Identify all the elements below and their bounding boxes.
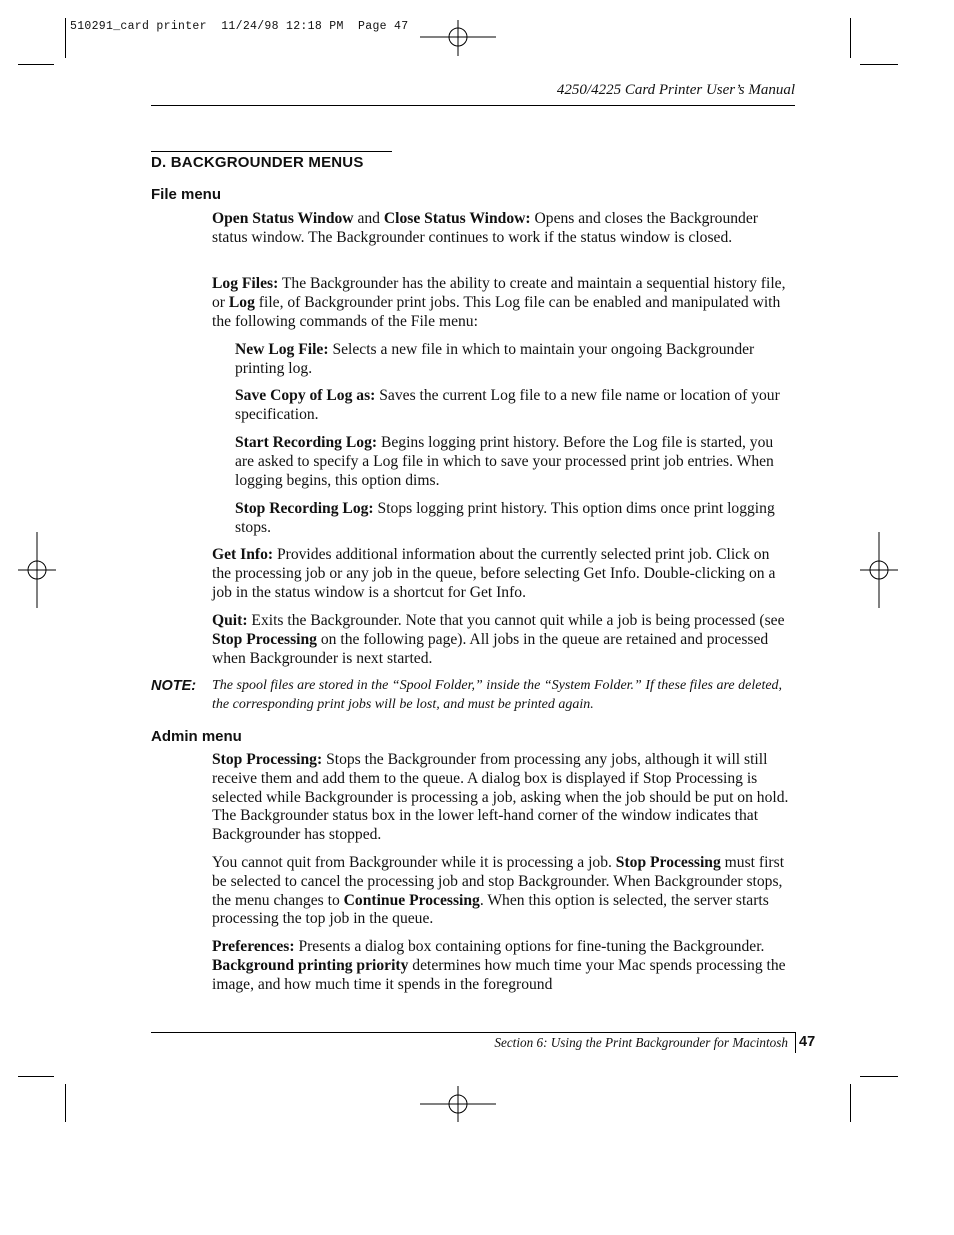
header-rule bbox=[151, 105, 795, 106]
footer-section-text: Section 6: Using the Print Backgrounder for Macintosh bbox=[494, 1035, 788, 1050]
paragraph-save-copy-of-log: Save Copy of Log as: Saves the current Log file to a new file name or location of your specification. bbox=[235, 387, 780, 423]
page-number: 47 bbox=[799, 1034, 816, 1050]
section-title: D. BACKGROUNDER MENUS bbox=[151, 154, 364, 171]
paragraph-get-info: Get Info: Provides additional information about the currently selected print job. Click on the processing job or any job in the queue, before selecting Get Info. Double-clicking on a job in the status window is a shortcut for Get Info. bbox=[212, 546, 776, 601]
paragraph-start-recording-log: Start Recording Log: Begins logging print history. Before the Log file is started, you are asked to specify a Log file in which to save your processed print job entries. When logging begins, this option dims. bbox=[235, 434, 774, 489]
paragraph-quit: Quit: Exits the Backgrounder. Note that you cannot quit while a job is being processed (see Stop Processing on the following page). All jobs in the queue are retained and processed when Backgrounder is next started. bbox=[212, 612, 785, 667]
paragraph-new-log-file: New Log File: Selects a new file in which to maintain your ongoing Backgrounder printing log. bbox=[235, 341, 755, 377]
paragraph-stop-recording-log: Stop Recording Log: Stops logging print history. This option dims once print logging stops. bbox=[235, 500, 775, 536]
note-label: NOTE: bbox=[151, 678, 197, 694]
file-menu-heading: File menu bbox=[151, 186, 222, 203]
section-rule bbox=[151, 151, 392, 152]
registration-mark-bottom bbox=[420, 1086, 496, 1122]
paragraph-log-files: Log Files: The Backgrounder has the ability to create and maintain a sequential history file, or Log file, of Backgrounder print jobs. This Log file can be enabled and manipulated with the following commands of the File menu: bbox=[212, 275, 786, 330]
paragraph-status-window: Open Status Window and Close Status Window: Opens and closes the Backgrounder status window. The Backgrounder continues to work if the status window is closed. bbox=[212, 210, 758, 246]
footer-divider bbox=[795, 1032, 796, 1053]
registration-mark-left bbox=[18, 532, 56, 608]
note-text: The spool files are stored in the “Spool Folder,” inside the “System Folder.” If these files are deleted, the corresponding print jobs will be lost, and must be printed again. bbox=[212, 678, 783, 712]
paragraph-cannot-quit: You cannot quit from Backgrounder while it is processing a job. Stop Processing must first be selected to cancel the processing job and stop Backgrounder. When Backgrounder stops, the menu changes to Continue Processing. When this option is selected, the server starts processing the top job in the queue. bbox=[212, 854, 785, 928]
slug-line: 510291_card printer 11/24/98 12:18 PM Page 47 bbox=[70, 20, 409, 33]
admin-menu-heading: Admin menu bbox=[151, 728, 242, 745]
running-header: 4250/4225 Card Printer User’s Manual bbox=[556, 82, 795, 98]
paragraph-stop-processing: Stop Processing: Stops the Backgrounder from processing any jobs, although it will still receive them and add them to the queue. A dialog box is displayed if Stop Processing is selected while Backgrounder is processing a job, asking when the job should be put on hold. The Backgrounder status box in the lower left-hand corner of the window indicates that Backgrounder has stopped. bbox=[212, 751, 789, 844]
paragraph-preferences: Preferences: Presents a dialog box containing options for fine-tuning the Backgrounder. Background printing priority determines how much time your Mac spends processing the image, and how much time it spends in the foreground bbox=[212, 938, 786, 993]
footer-rule bbox=[151, 1032, 795, 1033]
registration-mark-top bbox=[420, 20, 496, 56]
registration-mark-right bbox=[860, 532, 898, 608]
